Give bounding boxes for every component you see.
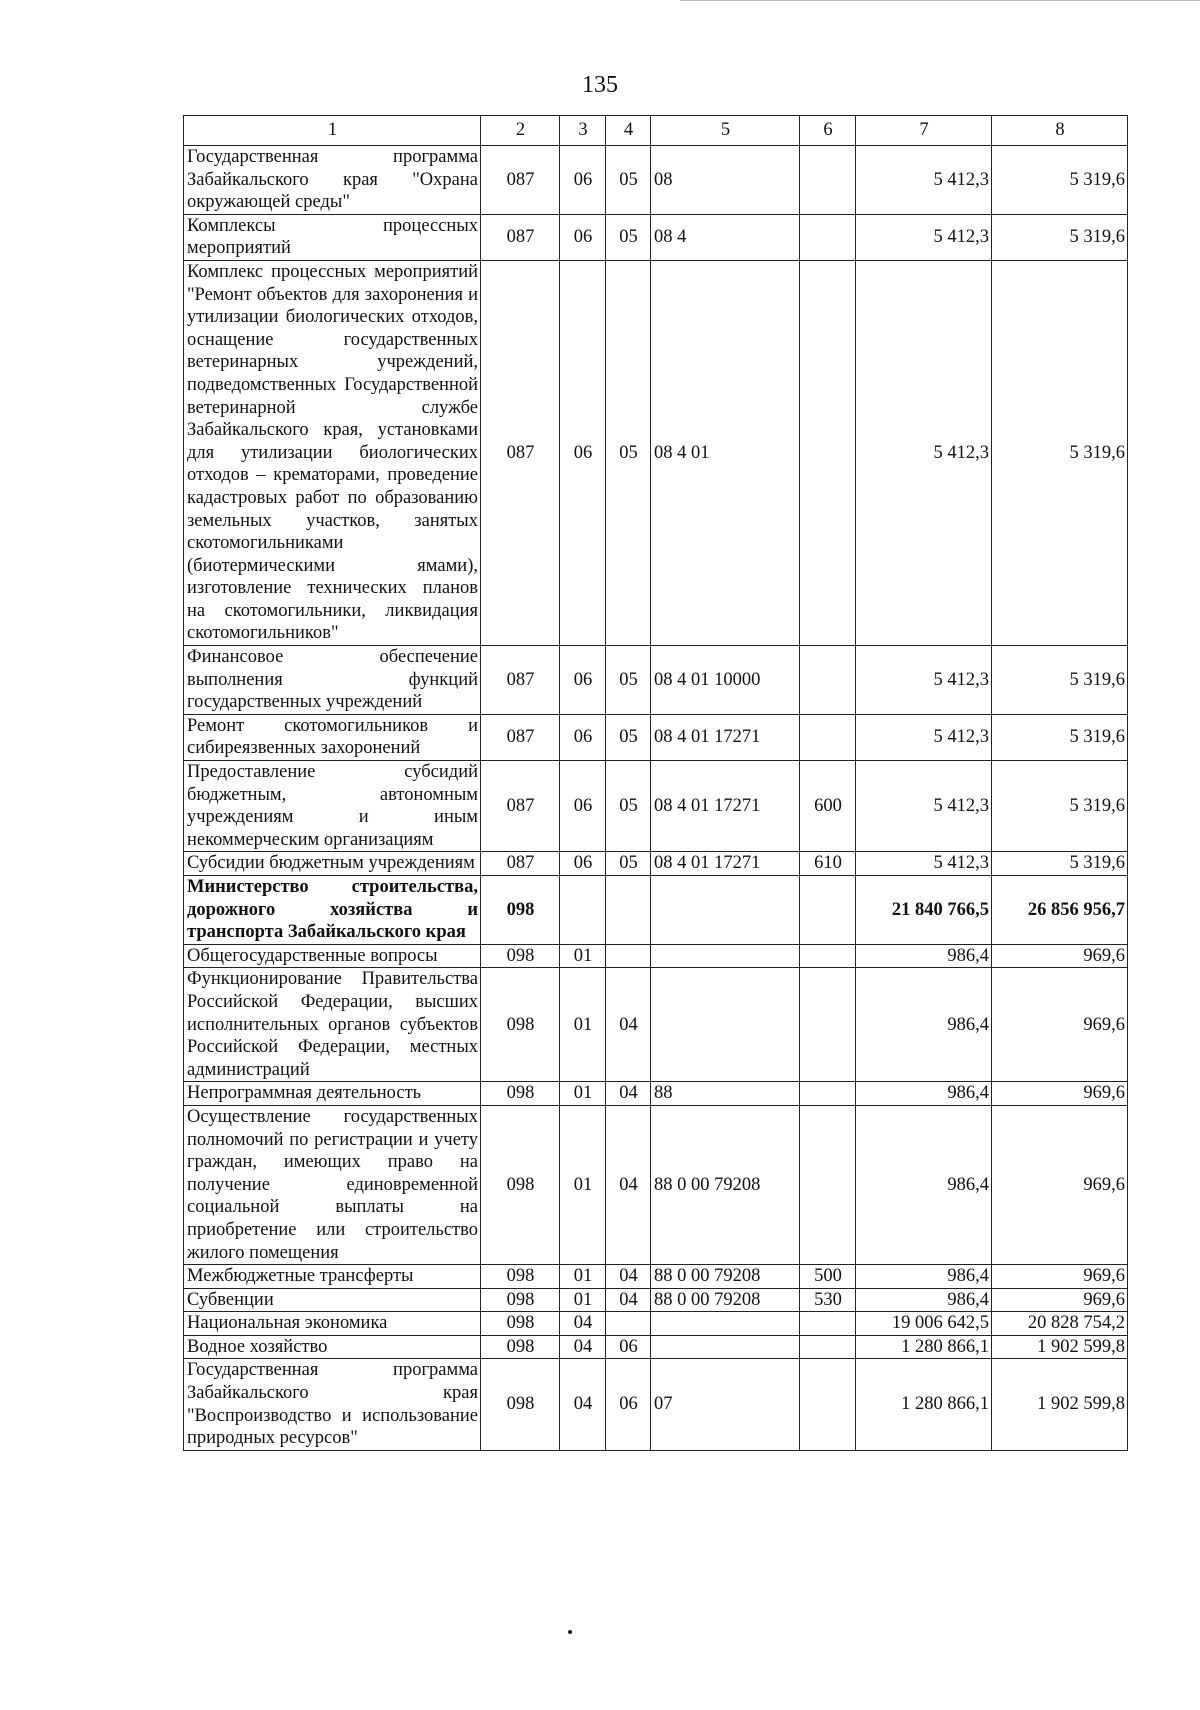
target-article-cell: 88 0 00 79208 <box>651 1265 800 1289</box>
table-row <box>184 1265 1128 1289</box>
column-header-5: 5 <box>651 116 800 146</box>
section-cell: 01 <box>560 1082 606 1106</box>
subsection-cell: 06 <box>606 1359 651 1450</box>
target-article-cell: 88 0 00 79208 <box>651 1105 800 1264</box>
amount-year1-cell: 986,4 <box>856 944 992 968</box>
subsection-cell: 04 <box>606 1288 651 1312</box>
expense-type-cell <box>800 1312 856 1336</box>
amount-year2-cell: 5 319,6 <box>992 761 1128 852</box>
amount-year2-cell: 969,6 <box>992 944 1128 968</box>
amount-year1-cell: 986,4 <box>856 1082 992 1106</box>
amount-year2-cell: 1 902 599,8 <box>992 1359 1128 1450</box>
amount-year2-cell: 5 319,6 <box>992 214 1128 260</box>
target-article-cell <box>651 1312 800 1336</box>
target-article-cell: 08 4 01 17271 <box>651 714 800 760</box>
expense-type-cell <box>800 146 856 215</box>
column-header-2: 2 <box>481 116 560 146</box>
amount-year2-cell: 969,6 <box>992 1288 1128 1312</box>
row-name-cell: Субсидии бюджетным учреждениям <box>184 852 481 876</box>
target-article-cell: 08 4 01 17271 <box>651 761 800 852</box>
table-row <box>184 944 1128 968</box>
target-article-cell <box>651 968 800 1082</box>
row-name-cell: Субвенции <box>184 1288 481 1312</box>
section-cell: 06 <box>560 646 606 715</box>
target-article-cell: 88 0 00 79208 <box>651 1288 800 1312</box>
table-row <box>184 761 1128 852</box>
ministry-code-cell: 087 <box>481 260 560 645</box>
target-article-cell <box>651 1335 800 1359</box>
amount-year1-cell: 986,4 <box>856 1288 992 1312</box>
target-article-cell: 07 <box>651 1359 800 1450</box>
subsection-cell: 05 <box>606 646 651 715</box>
section-cell: 04 <box>560 1312 606 1336</box>
amount-year2-cell: 20 828 754,2 <box>992 1312 1128 1336</box>
section-cell: 06 <box>560 852 606 876</box>
amount-year2-cell: 5 319,6 <box>992 146 1128 215</box>
ministry-code-cell: 098 <box>481 1335 560 1359</box>
subsection-cell: 04 <box>606 968 651 1082</box>
table-row <box>184 1335 1128 1359</box>
amount-year2-cell: 969,6 <box>992 1105 1128 1264</box>
subsection-cell <box>606 944 651 968</box>
scan-edge-line <box>680 0 1200 1</box>
section-cell: 01 <box>560 968 606 1082</box>
subsection-cell <box>606 1312 651 1336</box>
ministry-code-cell: 087 <box>481 714 560 760</box>
column-header-4: 4 <box>606 116 651 146</box>
column-header-6: 6 <box>800 116 856 146</box>
ministry-code-cell: 087 <box>481 761 560 852</box>
target-article-cell: 08 4 01 <box>651 260 800 645</box>
ministry-code-cell: 098 <box>481 876 560 945</box>
amount-year2-cell: 969,6 <box>992 1265 1128 1289</box>
target-article-cell: 08 4 01 10000 <box>651 646 800 715</box>
ministry-code-cell: 087 <box>481 214 560 260</box>
expense-type-cell <box>800 260 856 645</box>
section-cell: 04 <box>560 1335 606 1359</box>
subsection-cell: 04 <box>606 1082 651 1106</box>
subsection-cell: 04 <box>606 1105 651 1264</box>
amount-year2-cell: 5 319,6 <box>992 714 1128 760</box>
row-name-cell: Министерство строительства, дорожного хозяйства и транспорта Забайкальского края <box>184 876 481 945</box>
expense-type-cell <box>800 944 856 968</box>
amount-year1-cell: 986,4 <box>856 1265 992 1289</box>
section-cell: 06 <box>560 146 606 215</box>
amount-year1-cell: 1 280 866,1 <box>856 1335 992 1359</box>
subsection-cell: 06 <box>606 1335 651 1359</box>
ministry-code-cell: 087 <box>481 852 560 876</box>
amount-year1-cell: 5 412,3 <box>856 714 992 760</box>
expense-type-cell <box>800 876 856 945</box>
scan-dot <box>568 1630 572 1634</box>
section-cell: 04 <box>560 1359 606 1450</box>
amount-year1-cell: 5 412,3 <box>856 146 992 215</box>
amount-year1-cell: 5 412,3 <box>856 214 992 260</box>
amount-year2-cell: 5 319,6 <box>992 646 1128 715</box>
target-article-cell <box>651 944 800 968</box>
table-row <box>184 1359 1128 1450</box>
row-name-cell: Водное хозяйство <box>184 1335 481 1359</box>
amount-year2-cell: 5 319,6 <box>992 260 1128 645</box>
ministry-code-cell: 098 <box>481 1288 560 1312</box>
subsection-cell: 05 <box>606 146 651 215</box>
section-cell: 01 <box>560 1105 606 1264</box>
expense-type-cell: 600 <box>800 761 856 852</box>
page-number: 135 <box>582 72 618 98</box>
expense-type-cell <box>800 1105 856 1264</box>
row-name-cell: Национальная экономика <box>184 1312 481 1336</box>
expense-type-cell <box>800 646 856 715</box>
ministry-code-cell: 098 <box>481 968 560 1082</box>
amount-year1-cell: 986,4 <box>856 968 992 1082</box>
expense-type-cell <box>800 1335 856 1359</box>
ministry-code-cell: 098 <box>481 1359 560 1450</box>
ministry-code-cell: 098 <box>481 1105 560 1264</box>
section-cell: 06 <box>560 214 606 260</box>
table-row <box>184 852 1128 876</box>
row-name-cell: Непрограммная деятельность <box>184 1082 481 1106</box>
row-name-cell: Ремонт скотомогильников и сибиреязвенных захоронений <box>184 714 481 760</box>
expense-type-cell: 610 <box>800 852 856 876</box>
target-article-cell: 08 4 01 17271 <box>651 852 800 876</box>
amount-year1-cell: 986,4 <box>856 1105 992 1264</box>
section-cell: 06 <box>560 714 606 760</box>
budget-table <box>183 115 1128 1451</box>
amount-year2-cell: 969,6 <box>992 968 1128 1082</box>
section-cell <box>560 876 606 945</box>
section-cell: 06 <box>560 260 606 645</box>
section-cell: 01 <box>560 944 606 968</box>
subsection-cell: 05 <box>606 852 651 876</box>
expense-type-cell: 500 <box>800 1265 856 1289</box>
column-header-3: 3 <box>560 116 606 146</box>
row-name-cell: Межбюджетные трансферты <box>184 1265 481 1289</box>
target-article-cell: 08 4 <box>651 214 800 260</box>
column-header-7: 7 <box>856 116 992 146</box>
table-row <box>184 1288 1128 1312</box>
table-body <box>184 146 1128 1451</box>
target-article-cell: 88 <box>651 1082 800 1106</box>
ministry-code-cell: 087 <box>481 146 560 215</box>
amount-year1-cell: 5 412,3 <box>856 852 992 876</box>
amount-year1-cell: 19 006 642,5 <box>856 1312 992 1336</box>
table-header-row <box>184 116 1128 146</box>
section-cell: 06 <box>560 761 606 852</box>
amount-year2-cell: 969,6 <box>992 1082 1128 1106</box>
table-row <box>184 714 1128 760</box>
ministry-code-cell: 098 <box>481 1265 560 1289</box>
ministry-code-cell: 087 <box>481 646 560 715</box>
amount-year2-cell: 26 856 956,7 <box>992 876 1128 945</box>
amount-year1-cell: 1 280 866,1 <box>856 1359 992 1450</box>
ministry-code-cell: 098 <box>481 1312 560 1336</box>
table-row <box>184 968 1128 1082</box>
section-cell: 01 <box>560 1288 606 1312</box>
table-row <box>184 1082 1128 1106</box>
row-name-cell: Государственная программа Забайкальского края "Охрана окружающей среды" <box>184 146 481 215</box>
subsection-cell: 04 <box>606 1265 651 1289</box>
target-article-cell: 08 <box>651 146 800 215</box>
section-cell: 01 <box>560 1265 606 1289</box>
subsection-cell: 05 <box>606 260 651 645</box>
subsection-cell: 05 <box>606 214 651 260</box>
table-row <box>184 146 1128 215</box>
amount-year2-cell: 1 902 599,8 <box>992 1335 1128 1359</box>
ministry-code-cell: 098 <box>481 944 560 968</box>
expense-type-cell <box>800 214 856 260</box>
row-name-cell: Предоставление субсидий бюджетным, автономным учреждениям и иным некоммерческим организациям <box>184 761 481 852</box>
ministry-code-cell: 098 <box>481 1082 560 1106</box>
expense-type-cell <box>800 1359 856 1450</box>
subsection-cell <box>606 876 651 945</box>
table-row <box>184 1105 1128 1264</box>
column-header-1: 1 <box>184 116 481 146</box>
table-row <box>184 260 1128 645</box>
row-name-cell: Комплекс процессных мероприятий "Ремонт объектов для захоронения и утилизации биологических отходов, оснащение государственных ветеринарных учреждений, подведомственных Государственной ветеринарной службе Забайкальского края, установками для утилизации биологических отходов – крематорами, проведение кадастровых работ по образованию земельных участков, занятых скотомогильниками (биотермическими ямами), изготовление технических планов на скотомогильники, ликвидация скотомогильников" <box>184 260 481 645</box>
amount-year1-cell: 5 412,3 <box>856 260 992 645</box>
row-name-cell: Общегосударственные вопросы <box>184 944 481 968</box>
row-name-cell: Государственная программа Забайкальского края "Воспроизводство и использование природных ресурсов" <box>184 1359 481 1450</box>
table-row <box>184 1312 1128 1336</box>
amount-year2-cell: 5 319,6 <box>992 852 1128 876</box>
amount-year1-cell: 21 840 766,5 <box>856 876 992 945</box>
expense-type-cell <box>800 1082 856 1106</box>
expense-type-cell <box>800 714 856 760</box>
target-article-cell <box>651 876 800 945</box>
subsection-cell: 05 <box>606 761 651 852</box>
row-name-cell: Комплексы процессных мероприятий <box>184 214 481 260</box>
amount-year1-cell: 5 412,3 <box>856 646 992 715</box>
amount-year1-cell: 5 412,3 <box>856 761 992 852</box>
column-header-8: 8 <box>992 116 1128 146</box>
table-row <box>184 214 1128 260</box>
table-row <box>184 646 1128 715</box>
table-row <box>184 876 1128 945</box>
expense-type-cell: 530 <box>800 1288 856 1312</box>
subsection-cell: 05 <box>606 714 651 760</box>
row-name-cell: Функционирование Правительства Российской Федерации, высших исполнительных органов субъектов Российской Федерации, местных администраций <box>184 968 481 1082</box>
row-name-cell: Осуществление государственных полномочий по регистрации и учету граждан, имеющих право на получение единовременной социальной выплаты на приобретение или строительство жилого помещения <box>184 1105 481 1264</box>
expense-type-cell <box>800 968 856 1082</box>
row-name-cell: Финансовое обеспечение выполнения функций государственных учреждений <box>184 646 481 715</box>
